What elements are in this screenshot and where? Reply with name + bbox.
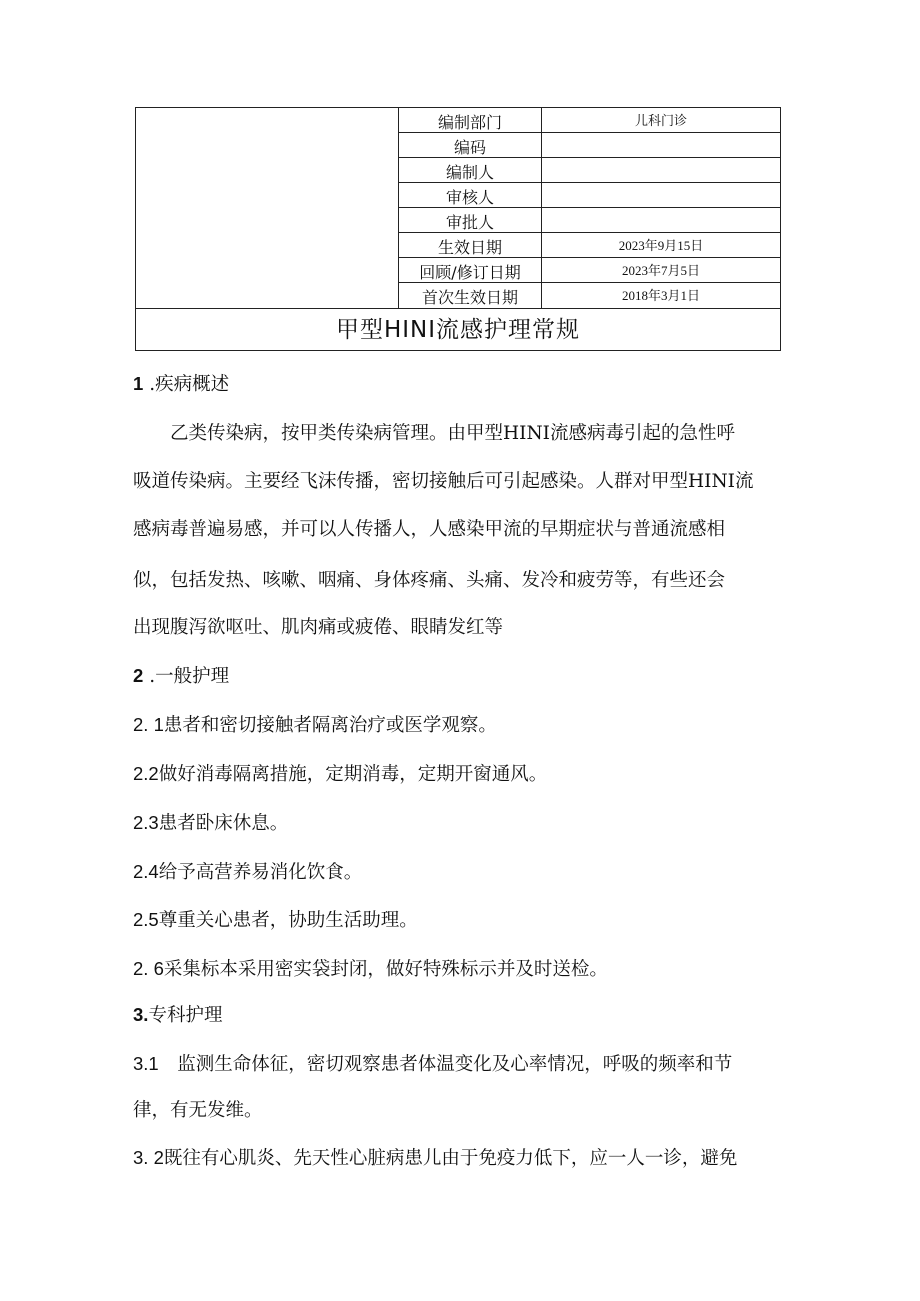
meta-row-department xyxy=(399,108,780,133)
item-number: 2.4 xyxy=(133,861,159,882)
item-text: 尊重关心患者，协助生活助理。 xyxy=(158,910,418,931)
meta-row-effective-date xyxy=(399,233,780,258)
section-title: .一般护理 xyxy=(149,666,230,687)
item-number: 2. 1 xyxy=(133,714,164,735)
paragraph-line: 感病毒普遍易感，并可以人传播人，人感染甲流的早期症状与普通流感相 xyxy=(133,519,726,540)
meta-value: 2018年3月1日 xyxy=(621,288,700,303)
item-number: 2.5 xyxy=(133,909,159,930)
section-number: 1 xyxy=(133,373,144,394)
list-item xyxy=(133,762,793,786)
meta-label: 编码 xyxy=(399,133,542,157)
item-number: 2.3 xyxy=(133,812,159,833)
meta-row-revision-date xyxy=(399,258,780,283)
meta-value xyxy=(542,208,780,232)
item-text: 监测生命体征，密切观察患者体温变化及心率情况，呼吸的频率和节 xyxy=(177,1054,733,1075)
item-text: 律，有无发维。 xyxy=(133,1100,263,1121)
logo-area xyxy=(136,108,399,308)
meta-row-code xyxy=(399,133,780,158)
list-item xyxy=(133,1052,793,1076)
list-item xyxy=(133,957,793,981)
section-number: 3. xyxy=(133,1004,149,1025)
list-item xyxy=(133,1146,793,1170)
section-heading-3 xyxy=(133,1003,793,1027)
list-item xyxy=(133,811,793,835)
metadata-grid xyxy=(399,108,780,308)
meta-row-author xyxy=(399,158,780,183)
item-text: 做好消毒隔离措施，定期消毒，定期开窗通风。 xyxy=(158,764,548,785)
section-title: 专科护理 xyxy=(148,1005,223,1026)
item-number: 2.2 xyxy=(133,763,159,784)
meta-value: 2023年7月5日 xyxy=(621,263,700,278)
item-text: 既往有心肌炎、先天性心脏病患儿由于免疫力低下，应一人一诊，避免 xyxy=(163,1148,738,1169)
meta-value: 儿科门诊 xyxy=(634,113,687,128)
list-item-continuation xyxy=(133,1099,793,1122)
list-item xyxy=(133,908,793,932)
meta-row-approver xyxy=(399,208,780,233)
document-header-table xyxy=(135,107,781,351)
list-item xyxy=(133,860,793,884)
item-number: 2. 6 xyxy=(133,958,164,979)
meta-row-reviewer xyxy=(399,183,780,208)
paragraph-line: 出现腹泻欲呕吐、肌肉痛或疲倦、眼睛发红等 xyxy=(133,617,504,638)
meta-label: 审核人 xyxy=(399,183,542,207)
meta-value xyxy=(542,133,780,157)
meta-label: 编制人 xyxy=(399,158,542,182)
item-text: 患者和密切接触者隔离治疗或医学观察。 xyxy=(163,715,497,736)
paragraph-line: 吸道传染病。主要经飞沫传播，密切接触后可引起感染。人群对甲型HINI流 xyxy=(133,471,754,492)
item-number: 3. 2 xyxy=(133,1147,164,1168)
paragraph-line: 乙类传染病，按甲类传染病管理。由甲型HINI流感病毒引起的急性呼 xyxy=(133,423,735,444)
item-text: 采集标本采用密实袋封闭，做好特殊标示并及时送检。 xyxy=(163,959,608,980)
meta-row-first-effective-date xyxy=(399,283,780,308)
meta-value xyxy=(542,183,780,207)
item-text: 患者卧床休息。 xyxy=(158,813,289,834)
section-number: 2 xyxy=(133,665,144,686)
meta-label: 首次生效日期 xyxy=(399,283,542,308)
document-title: 甲型HINI流感护理常规 xyxy=(136,308,780,350)
meta-value xyxy=(542,158,780,182)
meta-label: 生效日期 xyxy=(399,233,542,257)
section-title: .疾病概述 xyxy=(149,374,230,395)
item-number: 3.1 xyxy=(133,1053,159,1074)
meta-label: 审批人 xyxy=(399,208,542,232)
paragraph-line: 似，包括发热、咳嗽、咽痛、身体疼痛、头痛、发冷和疲劳等，有些还会 xyxy=(133,570,726,591)
meta-label: 回顾/修订日期 xyxy=(399,258,542,282)
section-heading-2 xyxy=(133,664,793,688)
meta-label: 编制部门 xyxy=(399,108,542,132)
list-item xyxy=(133,713,793,737)
meta-value: 2023年9月15日 xyxy=(618,238,704,253)
item-text: 给予高营养易消化饮食。 xyxy=(158,862,363,883)
section-heading-1 xyxy=(133,372,793,396)
